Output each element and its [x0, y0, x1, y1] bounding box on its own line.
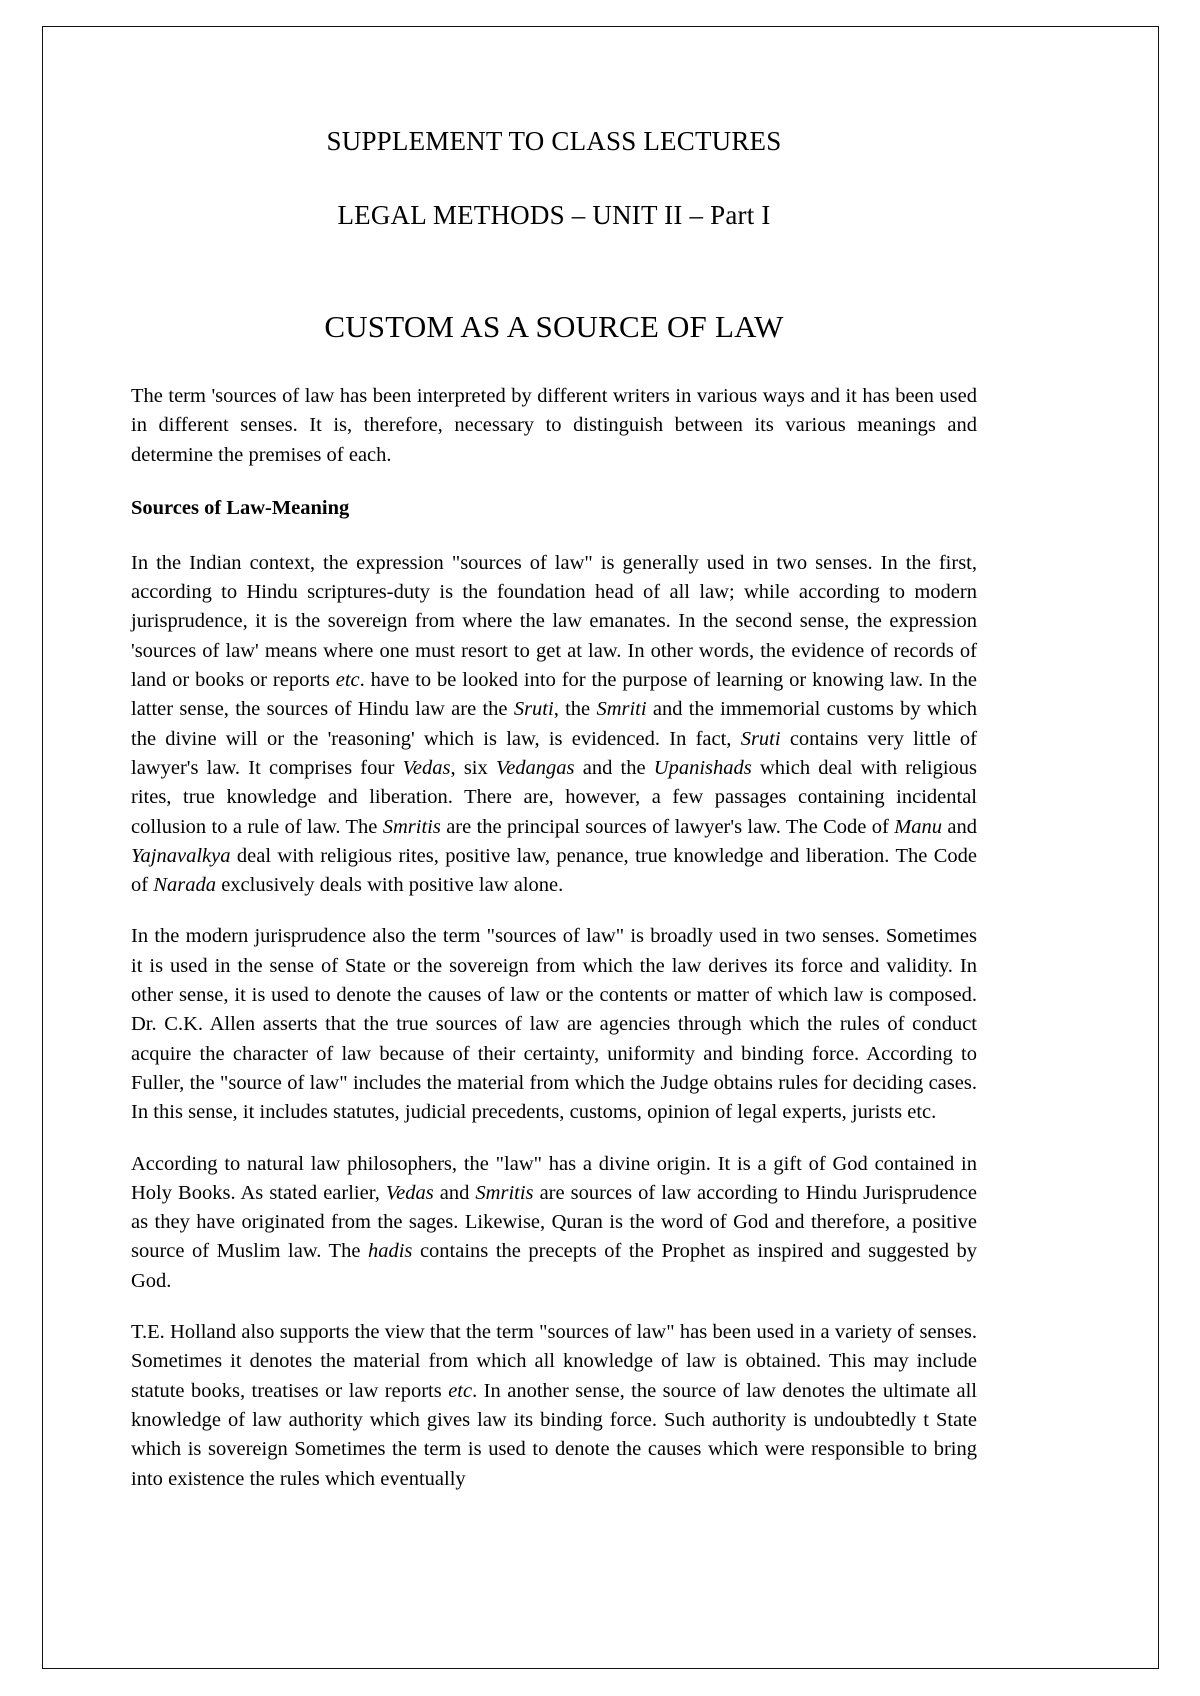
italic-term-vedangas: Vedangas — [495, 756, 575, 779]
indian-context-segment-7: and the — [574, 756, 654, 779]
paragraph-indian-context — [131, 549, 977, 901]
natural-law-segment-3: are sources of law according to Hindu Jurisprudence as they have originated from the sages. Likewise, Quran is the word of God and therefore, a positive source of Muslim law. The — [131, 1181, 977, 1263]
natural-law-segment-4: contains the precepts of the Prophet as inspired and suggested by God. — [131, 1240, 977, 1292]
indian-context-segment-6: , six — [450, 756, 496, 779]
title-block — [131, 124, 977, 346]
indian-context-segment-12: exclusively deals with positive law alone. — [215, 874, 564, 897]
indian-context-segment-3: , the — [553, 698, 597, 721]
italic-term-narada: Narada — [153, 874, 216, 897]
indian-context-segment-10: and — [942, 815, 977, 838]
italic-term-upanishads: Upanishads — [653, 756, 752, 779]
indian-context-segment-5: contains very little of lawyer's law. It comprises four — [131, 727, 977, 779]
italic-term-yajnavalkya: Yajnavalkya — [131, 844, 231, 867]
natural-law-segment-1: According to natural law philosophers, the "law" has a divine origin. It is a gift of God contained in Holy Books. As stated earlier, — [131, 1152, 977, 1204]
paragraph-intro — [131, 382, 977, 470]
indian-context-segment-4: and the immemorial customs by which the divine will or the 'reasoning' which is law, is evidenced. In fact, — [131, 698, 977, 750]
document-content — [131, 124, 977, 1516]
section-heading-sources-of-law: Sources of Law-Meaning — [131, 496, 350, 519]
italic-term-vedas-2: Vedas — [385, 1181, 434, 1204]
document-heading-topic: CUSTOM AS A SOURCE OF LAW — [324, 309, 784, 344]
paragraph-modern-jurisprudence — [131, 922, 977, 1127]
holland-segment-1: T.E. Holland also supports the view that the term "sources of law" has been used in a variety of senses. Sometimes it denotes the material from which all knowledge of law is obtained. This may include statute books, treatises or law reports — [131, 1321, 977, 1402]
italic-term-sruti-2: Sruti — [740, 727, 781, 750]
italic-term-sruti-1: Sruti — [513, 698, 554, 721]
indian-context-segment-1: In the Indian context, the expression "sources of law" is generally used in two senses. In the first, according to Hindu scriptures-duty is the foundation head of all law; while according to modern jurisprudence, it is the sovereign from where the law emanates. In the second sense, the expression 'sources of law' means where one must resort to get at law. In other words, the evidence of records of land or books or reports — [131, 551, 977, 692]
indian-context-segment-11: deal with religious rites, positive law, penance, true knowledge and liberation. The Code of — [131, 844, 977, 897]
indian-context-segment-2: . have to be looked into for the purpose of learning or knowing law. In the latter sense, the sources of Hindu law are the — [131, 669, 977, 721]
italic-term-etc-2: etc — [448, 1379, 473, 1402]
paragraph-holland — [131, 1318, 977, 1494]
italic-term-smriti: Smriti — [596, 698, 647, 721]
indian-context-segment-8: which deal with religious rites, true knowledge and liberation. There are, however, a few passages containing incidental collusion to a rule of law. The — [131, 756, 978, 838]
italic-term-etc: etc — [335, 669, 360, 692]
italic-term-hadis: hadis — [367, 1240, 413, 1263]
paragraph-natural-law — [131, 1150, 977, 1296]
document-heading-unit: LEGAL METHODS – UNIT II – Part I — [337, 200, 771, 230]
italic-term-manu: Manu — [894, 815, 943, 838]
indian-context-segment-9: are the principal sources of lawyer's law. The Code of — [440, 815, 895, 838]
italic-term-smritis-1: Smritis — [382, 815, 441, 838]
natural-law-segment-2: and — [433, 1181, 476, 1204]
document-heading-supplement: SUPPLEMENT TO CLASS LECTURES — [326, 126, 782, 156]
italic-term-vedas-1: Vedas — [402, 756, 451, 779]
paragraph-intro-text: The term 'sources of law has been interpreted by different writers in various ways and it has been used in different senses. It is, therefore, necessary to distinguish between its various meanings and determine the premises of each. — [131, 385, 977, 466]
italic-term-smritis-2: Smritis — [475, 1181, 534, 1204]
holland-segment-2: . In another sense, the source of law denotes the ultimate all knowledge of law authority which gives law its binding force. Such authority is undoubtedly t State which is sovereign Sometimes the term is used to denote the causes which were responsible to bring into existence the rules which eventually — [131, 1379, 977, 1490]
modern-jurisprudence-text: In the modern jurisprudence also the term "sources of law" is broadly used in two senses. Sometimes it is used in the sense of State or the sovereign from which the law derives its force and validity. In other sense, it is used to denote the causes of law or the contents or matter of which law is composed. Dr. C.K. Allen asserts that the true sources of law are agencies through which the rules of conduct acquire the character of law because of their certainty, uniformity and binding force. According to Fuller, the "source of law" includes the material from which the Judge obtains rules for deciding cases. In this sense, it includes statutes, judicial precedents, customs, opinion of legal experts, jurists etc. — [131, 925, 977, 1124]
